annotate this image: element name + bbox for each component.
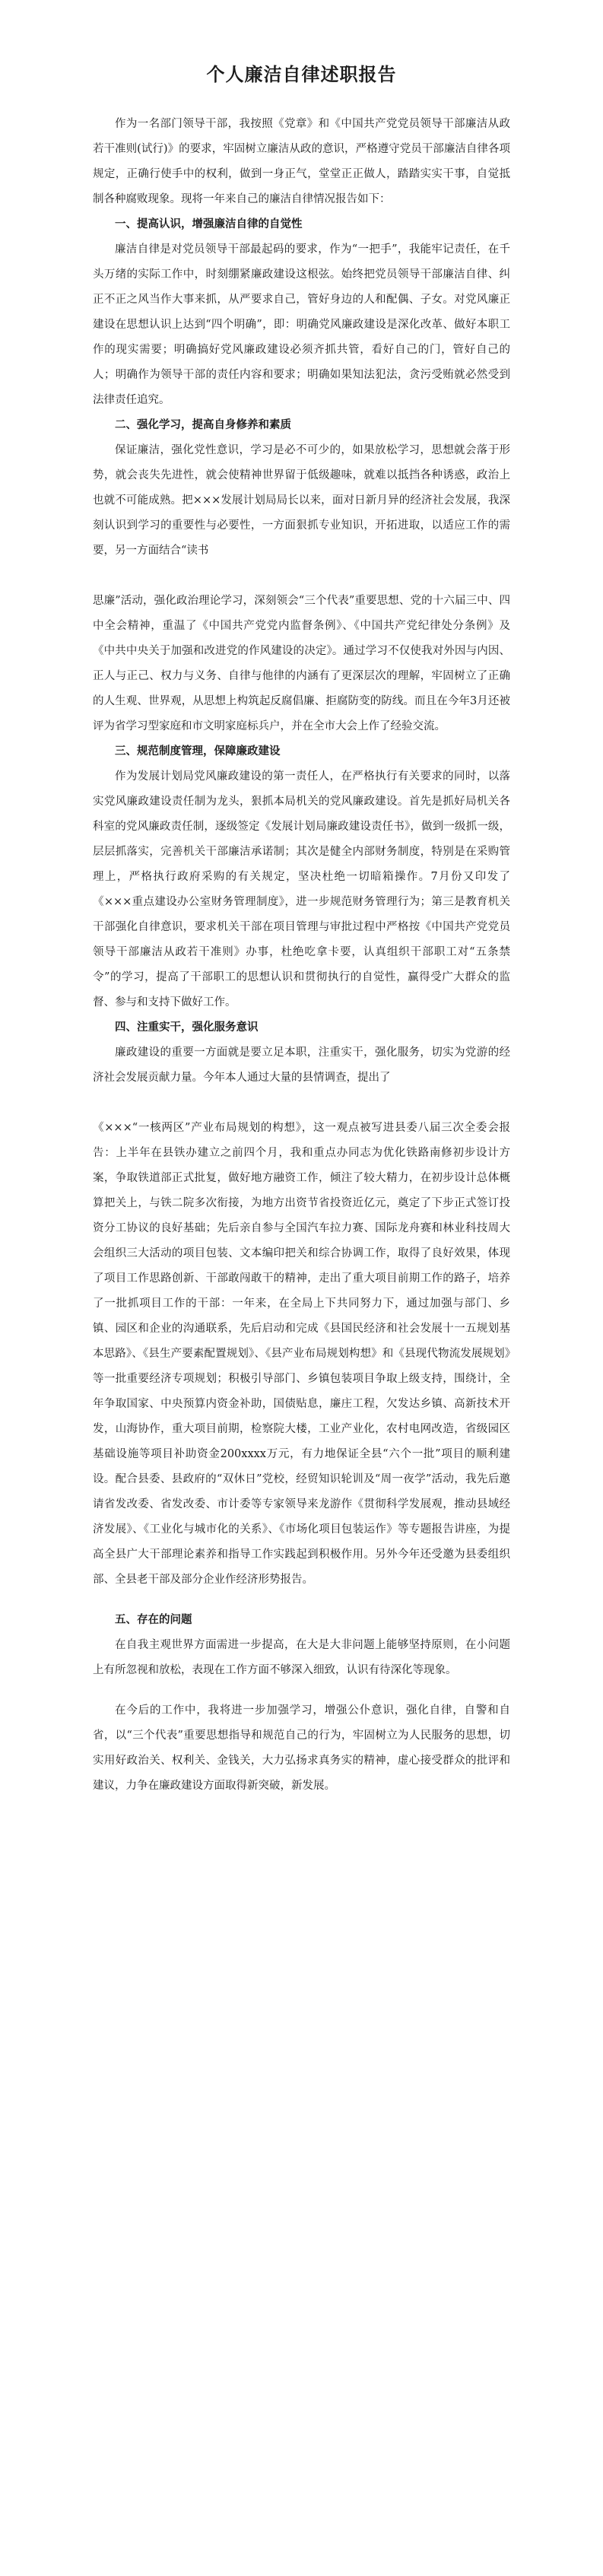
section-heading: 三、规范制度管理，保障廉政建设 [115,745,281,758]
section-4 [93,1015,510,1593]
section-paragraph: 在自我主观世界方面需进一步提高，在大是大非问题上能够坚持原则，在小问题上有所忽视和放松，表现在工作方面不够深入细致，认识有待深化等现象。 [93,1639,510,1676]
spacer [93,1593,510,1608]
section-paragraph: 廉政建设的重要一方面就是要立足本职，注重实干，强化服务，切实为党游的经济社会发展贡献力量。今年本人通过大量的县情调查，提出了 [93,1047,510,1084]
section-heading: 五、存在的问题 [115,1614,192,1626]
section-paragraph-continued: 思廉”活动，强化政治理论学习，深刻领会“三个代表”重要思想、党的十六届三中、四中全会精神，重温了《中国共产党党内监督条例》、《中国共产党纪律处分条例》及《中共中央关于加强和改进党的作风建设的决定》。通过学习不仅使我对外因与内因、正人与正己、权力与义务、自律与他律的内涵有了更深层次的理解，牢固树立了正确的人生观、世界观，从思想上构筑起反腐倡廉、拒腐防变的防线。而且在今年3月还被评为省学习型家庭和市文明家庭标兵户，并在全市大会上作了经验交流。 [93,595,510,732]
section-paragraph: 廉洁自律是对党员领导干部最起码的要求，作为“一把手”，我能牢记责任，在千头万绪的实际工作中，时刻绷紧廉政建设这根弦。始终把党员领导干部廉洁自律、纠正不正之风当作大事来抓，从严要求自己，管好身边的人和配偶、子女。对党风廉正建设在思想认识上达到“四个明确”，即：明确党风廉政建设是深化改革、做好本职工作的现实需要；明确搞好党风廉政建设必须齐抓共管，看好自己的门，管好自己的人；明确作为领导干部的责任内容和要求；明确如果知法犯法，贪污受贿就必然受到法律责任追究。 [93,243,510,406]
spacer [93,1683,510,1698]
section-5 [93,1608,510,1799]
section-heading: 二、强化学习，提高自身修养和素质 [115,419,291,431]
document-title: 个人廉洁自律述职报告 [206,64,397,85]
page-break-gap [93,564,510,589]
section-2 [93,413,510,739]
section-paragraph-continued: 《×××“一核两区”产业布局规划的构想》，这一观点被写进县委八届三次全委会报告：上半年在县铁办建立之前四个月，我和重点办同志为优化铁路南修初步设计方案，争取铁道部正式批复，做好地方融资工作，倾注了较大精力，在初步设计总体概算把关上，与铁二院多次衔接，为地方出资节省投资近亿元，奠定了下步正式签订投资分工协议的良好基础；先后亲自参与全国汽车拉力赛、国际龙舟赛和林业科技周大会组织三大活动的项目包装、文本编印把关和综合协调工作，取得了良好效果，体现了项目工作思路创新、干部敢闯敢干的精神，走出了重大项目前期工作的路子，培养了一批抓项目工作的干部：一年来，在全局上下共同努力下，通过加强与部门、乡镇、园区和企业的沟通联系，先后启动和完成《县国民经济和社会发展十一五规划基本思路》、《县生产要素配置规划》、《县产业布局规划构想》和《县现代物流发展规划》等一批重要经济专项规划；积极引导部门、乡镇包装项目争取上级支持，围绕计，全年争取国家、中央预算内资金补助，国债贴息，廉庄工程，欠发达乡镇、高新技术开发，山海协作，重大项目前期，检察院大楼，工业产业化，农村电网改造，省级园区基础设施等项目补助资金200xxxx万元，有力地保证全县“六个一批”项目的顺利建设。配合县委、县政府的“双休日”党校，经贸知识轮训及“周一夜学”活动，我先后邀请省发改委、省发改委、市计委等专家领导来龙游作《贯彻科学发展观，推动县域经济发展》、《工业化与城市化的关系》、《市场化项目包装运作》等专题报告讲座，为提高全县广大干部理论素养和指导工作实践起到积极作用。另外今年还受邀为县委组织部、全县老干部及部分企业作经济形势报告。 [93,1122,510,1586]
intro-paragraph: 作为一名部门领导干部，我按照《党章》和《中国共产党党员领导干部廉洁从政若干准则(试行)》的要求，牢固树立廉洁从政的意识，严格遵守党员干部廉洁自律各项规定，正确行使手中的权利，做到一身正气，堂堂正正做人，踏踏实实干事，自觉抵制各种腐败现象。现将一年来自己的廉洁自律情况报告如下： [93,118,510,205]
section-1 [93,212,510,413]
section-paragraph: 保证廉洁，强化党性意识，学习是必不可少的，如果放松学习，思想就会落于形势，就会丧失先进性，就会使精神世界留于低级趣味，就难以抵挡各种诱惑，政治上也就不可能成熟。把×××发展计划局局长以来，面对日新月异的经济社会发展，我深刻认识到学习的重要性与必要性，一方面狠抓专业知识，开拓进取，以适应工作的需要，另一方面结合“读书 [93,444,510,557]
section-heading: 四、注重实干，强化服务意识 [115,1021,259,1034]
section-paragraph: 在今后的工作中，我将进一步加强学习，增强公仆意识，强化自律，自警和自省，以“三个代表”重要思想指导和规范自己的行为，牢固树立为人民服务的思想，切实用好政治关、权利关、金钱关，大力弘扬求真务实的精神，虚心接受群众的批评和建议，力争在廉政建设方面取得新突破，新发展。 [93,1704,510,1792]
section-paragraph: 作为发展计划局党风廉政建设的第一责任人，在严格执行有关要求的同时，以落实党风廉政建设责任制为龙头，狠抓本局机关的党风廉政建设。首先是抓好局机关各科室的党风廉政责任制，逐级签定《发展计划局廉政建设责任书》，做到一级抓一级，层层抓落实，完善机关干部廉洁承诺制；其次是健全内部财务制度，特别是在采购管理上，严格执行政府采购的有关规定，坚决杜绝一切暗箱操作。7月份又印发了《×××重点建设办公室财务管理制度》，进一步规范财务管理行为；第三是教育机关干部强化自律意识，要求机关干部在项目管理与审批过程中严格按《中国共产党党员领导干部廉洁从政若干准则》办事，杜绝吃拿卡要，认真组织干部职工对“五条禁令”的学习，提高了干部职工的思想认识和贯彻执行的自觉性，赢得受广大群众的监督、参与和支持下做好工作。 [93,770,510,1008]
section-3 [93,739,510,1015]
section-heading: 一、提高认识，增强廉洁自律的自觉性 [115,218,303,230]
page-break-gap [93,1091,510,1116]
